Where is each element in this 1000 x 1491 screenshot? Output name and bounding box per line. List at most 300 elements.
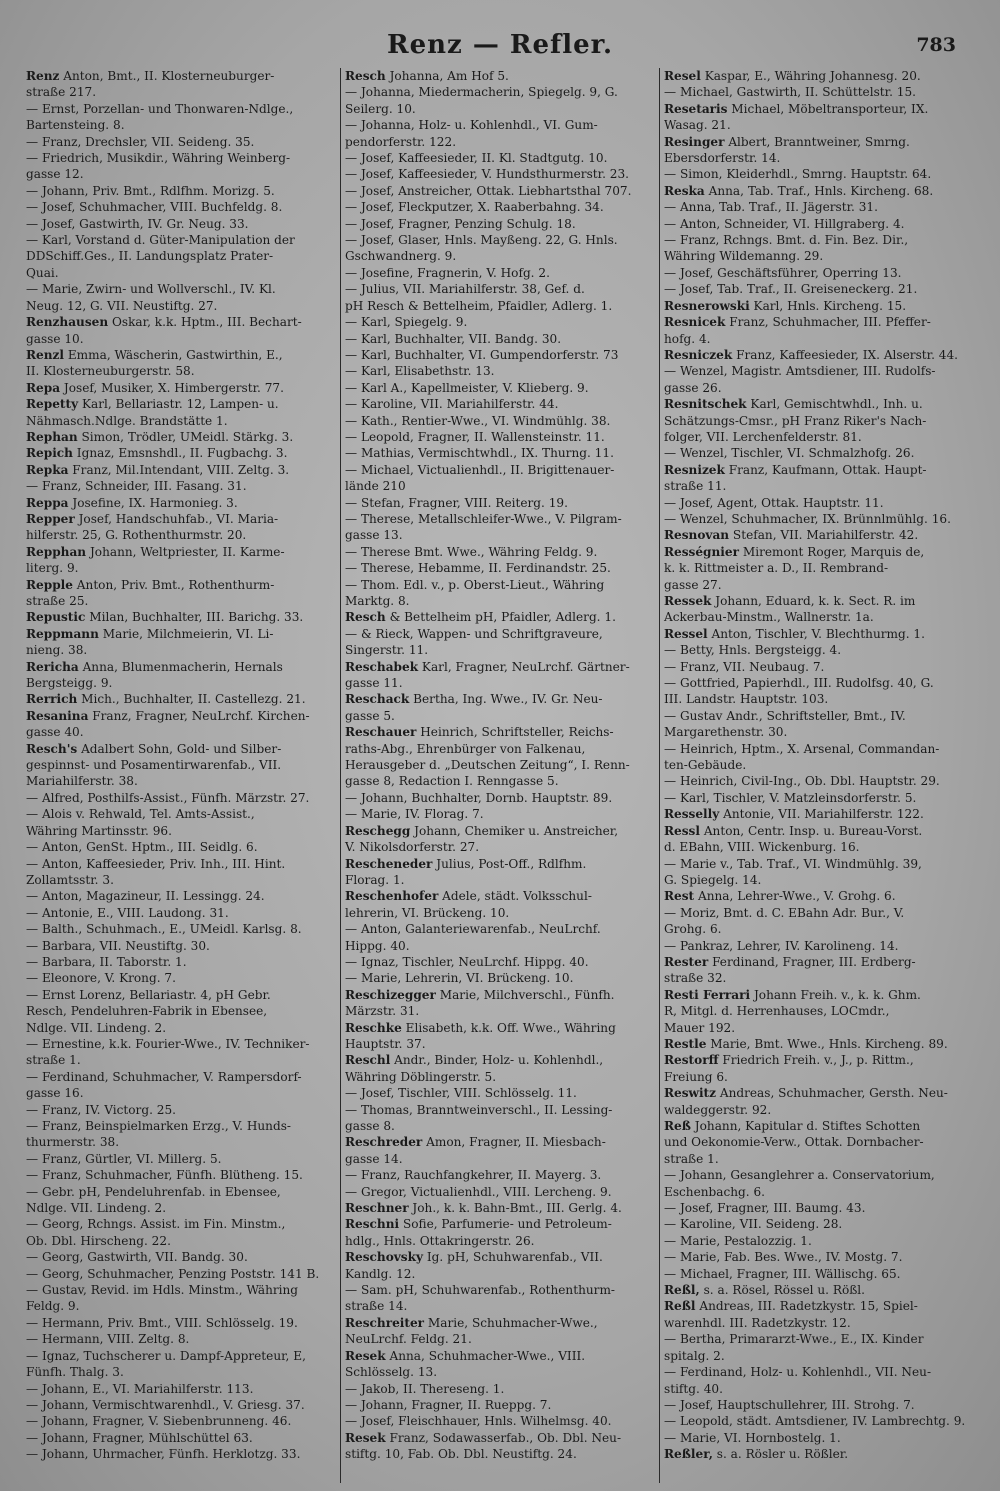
directory-line	[664, 199, 973, 215]
entry-surname: Reßl	[664, 1299, 696, 1314]
entry-text: — Johann, Vermischtwarenhdl., V. Griesg. 37.	[26, 1397, 305, 1412]
directory-line	[664, 1102, 973, 1118]
entry-text: — Michael, Victualienhdl., II. Brigittenauer-	[345, 462, 615, 477]
entry-surname: Renzhausen	[26, 315, 109, 330]
entry-text: — Johann, E., VI. Mariahilferstr. 113.	[26, 1381, 254, 1396]
entry-text: Ferdinand, Fragner, III. Erdberg-	[708, 954, 916, 969]
entry-surname: Repich	[26, 446, 73, 461]
entry-text: — Johann, Fragner, Mühlschüttel 63.	[26, 1430, 253, 1445]
entry-text: — Therese Bmt. Wwe., Währing Feldg. 9.	[345, 544, 598, 559]
entry-text: folger, VII. Lerchenfelderstr. 81.	[664, 429, 862, 444]
entry-surname: Resti Ferrari	[664, 987, 751, 1002]
entry-text: Ndlge. VII. Lindeng. 2.	[26, 1201, 167, 1216]
entry-text: stiftg. 40.	[664, 1381, 723, 1396]
entry-text: — Josef, Fleckputzer, X. Raaberbahng. 34.	[345, 200, 604, 215]
entry-text: — Gregor, Victualienhdl., VIII. Lercheng. 9.	[345, 1184, 612, 1199]
directory-line	[345, 1430, 654, 1446]
entry-text: Karl, Fragner, NeuLrchf. Gärtner-	[418, 659, 630, 674]
entry-text: — Franz, Schneider, III. Fasang. 31.	[26, 479, 247, 494]
directory-line	[26, 1151, 335, 1167]
entry-surname: Resnizek	[664, 462, 725, 477]
entry-text: Währing Döblingerstr. 5.	[345, 1069, 497, 1084]
entry-surname: Reppmann	[26, 626, 99, 641]
directory-line	[664, 1052, 973, 1068]
directory-line	[345, 1249, 654, 1265]
directory-line	[664, 134, 973, 150]
entry-text: gasse 13.	[345, 528, 403, 543]
directory-line	[345, 150, 654, 166]
directory-line	[664, 970, 973, 986]
entry-text: hilferstr. 25, G. Rothenthurmstr. 20.	[26, 528, 247, 543]
entry-text: — Johann, Gesanglehrer a. Conservatorium,	[664, 1168, 935, 1183]
directory-line	[26, 1315, 335, 1331]
entry-text: — Georg, Rchngs. Assist. im Fin. Minstm.,	[26, 1217, 286, 1232]
directory-line	[26, 888, 335, 904]
entry-text: — Simon, Kleiderhdl., Smrng. Hauptstr. 64.	[664, 167, 932, 182]
directory-line	[345, 216, 654, 232]
entry-text: — Anton, Schneider, VI. Hillgraberg. 4.	[664, 216, 905, 231]
directory-line	[664, 84, 973, 100]
directory-line	[26, 1102, 335, 1118]
page-number: 783	[916, 34, 956, 56]
directory-line	[345, 232, 654, 248]
directory-line	[345, 1003, 654, 1019]
directory-line	[664, 708, 973, 724]
directory-line	[345, 1134, 654, 1150]
directory-line	[664, 183, 973, 199]
directory-line	[345, 954, 654, 970]
directory-line	[345, 199, 654, 215]
directory-line	[345, 1266, 654, 1282]
entry-text: — Josef, Fragner, III. Baumg. 43.	[664, 1201, 866, 1216]
directory-line	[26, 905, 335, 921]
entry-text: Andreas, III. Radetzkystr. 15, Spiel-	[695, 1299, 918, 1314]
directory-line	[345, 806, 654, 822]
entry-text: Grohg. 6.	[664, 922, 722, 937]
entry-text: — Marie, Zwirn- und Wollverschl., IV. Kl.	[26, 282, 276, 297]
directory-line	[26, 675, 335, 691]
entry-surname: Rescheneder	[345, 856, 433, 871]
entry-text: straße 14.	[345, 1299, 408, 1314]
directory-line	[664, 987, 973, 1003]
entry-text: Ignaz, Emsnshdl., II. Fugbachg. 3.	[72, 446, 288, 461]
entry-surname: Resanina	[26, 708, 89, 723]
entry-text: d. EBahn, VIII. Wickenburg. 16.	[664, 840, 860, 855]
directory-line	[664, 1216, 973, 1232]
entry-text: hdlg., Hnls. Ottakringerstr. 26.	[345, 1233, 535, 1248]
entry-text: Florag. 1.	[345, 872, 405, 887]
directory-line	[664, 954, 973, 970]
directory-line	[345, 298, 654, 314]
entry-text: — Barbara, VII. Neustiftg. 30.	[26, 938, 210, 953]
entry-text: Mauer 192.	[664, 1020, 736, 1035]
entry-text: Adalbert Sohn, Gold- und Silber-	[77, 741, 282, 756]
directory-line	[345, 478, 654, 494]
directory-line	[26, 1364, 335, 1380]
entry-text: Anton, Tischler, V. Blechthurmg. 1.	[707, 626, 925, 641]
entry-text: — Josef, Kaffeesieder, II. Kl. Stadtgutg. 10.	[345, 151, 608, 166]
entry-surname: Rességnier	[664, 544, 739, 559]
directory-line	[664, 1233, 973, 1249]
directory-line	[345, 183, 654, 199]
directory-line	[26, 527, 335, 543]
directory-line	[345, 544, 654, 560]
entry-text: — Franz, Rauchfangkehrer, II. Mayerg. 3.	[345, 1168, 602, 1183]
entry-text: — Karl, Spiegelg. 9.	[345, 315, 468, 330]
directory-line	[345, 856, 654, 872]
entry-text: G. Spiegelg. 14.	[664, 872, 762, 887]
entry-text: — Johanna, Miedermacherin, Spiegelg. 9, G.	[345, 85, 618, 100]
directory-line	[345, 84, 654, 100]
entry-surname: Resch	[345, 69, 386, 83]
entry-text: — Anton, Magazineur, II. Lessingg. 24.	[26, 889, 265, 904]
entry-text: — Anton, Kaffeesieder, Priv. Inh., III. Hint.	[26, 856, 286, 871]
entry-text: lände 210	[345, 479, 406, 494]
directory-line	[664, 675, 973, 691]
directory-line	[26, 1413, 335, 1429]
entry-text: — Josef, Kaffeesieder, V. Hundsthurmerstr. 23.	[345, 167, 630, 182]
entry-text: V. Nikolsdorferstr. 27.	[345, 840, 480, 855]
entry-text: gasse 26.	[664, 380, 722, 395]
entry-surname: Resch	[345, 610, 386, 625]
entry-text: — Sam. pH, Schuhwarenfab., Rothenthurm-	[345, 1283, 615, 1298]
entry-text: — Karl, Buchhalter, VI. Gumpendorferstr. 73	[345, 347, 619, 362]
directory-line	[26, 1052, 335, 1068]
directory-line	[664, 331, 973, 347]
directory-line	[664, 413, 973, 429]
column-middle	[340, 68, 659, 1483]
directory-line	[26, 1167, 335, 1183]
entry-text: Hauptstr. 37.	[345, 1036, 426, 1051]
directory-line	[26, 462, 335, 478]
directory-line	[26, 314, 335, 330]
directory-line	[345, 905, 654, 921]
entry-text: Franz, Kaffeesieder, IX. Alserstr. 44.	[732, 347, 959, 362]
entry-text: Johann, Chemiker u. Anstreicher,	[410, 823, 619, 838]
directory-line	[345, 560, 654, 576]
entry-text: Eschenbachg. 6.	[664, 1184, 766, 1199]
entry-text: — Gebr. pH, Pendeluhrenfab. in Ebensee,	[26, 1184, 281, 1199]
directory-line	[664, 888, 973, 904]
entry-text: — Kath., Rentier-Wwe., VI. Windmühlg. 38.	[345, 413, 611, 428]
entry-text: Simon, Trödler, UMeidl. Stärkg. 3.	[77, 429, 294, 444]
entry-text: — Franz, Beinspielmarken Erzg., V. Hunds-	[26, 1119, 292, 1133]
directory-line	[345, 577, 654, 593]
entry-surname: Reska	[664, 183, 705, 198]
directory-line	[345, 757, 654, 773]
entry-text: Michael, Möbeltransporteur, IX.	[727, 101, 929, 116]
directory-line	[664, 248, 973, 264]
entry-text: — Michael, Fragner, III. Wällischg. 65.	[664, 1266, 901, 1281]
entry-text: Freiung 6.	[664, 1069, 728, 1084]
entry-text: — Franz, IV. Victorg. 25.	[26, 1102, 177, 1117]
entry-text: — Anton, Galanteriewarenfab., NeuLrchf.	[345, 922, 601, 937]
entry-text: und Oekonomie-Verw., Ottak. Dornbacher-	[664, 1135, 924, 1150]
directory-line	[345, 101, 654, 117]
entry-text: — Barbara, II. Taborstr. 1.	[26, 954, 187, 969]
directory-line	[664, 1184, 973, 1200]
entry-text: gasse 14.	[345, 1151, 403, 1166]
entry-text: Kandlg. 12.	[345, 1266, 416, 1281]
entry-text: Amon, Fragner, II. Miesbach-	[422, 1135, 606, 1150]
directory-line	[26, 970, 335, 986]
directory-line	[345, 1397, 654, 1413]
entry-text: Adele, städt. Volksschul-	[438, 889, 592, 904]
directory-line	[345, 1052, 654, 1068]
entry-surname: Resel	[664, 69, 701, 83]
directory-line	[26, 773, 335, 789]
entry-text: — Leopold, Fragner, II. Wallensteinstr. 11.	[345, 429, 605, 444]
entry-text: — Julius, VII. Mariahilferstr. 38, Gef. d.	[345, 282, 585, 297]
directory-line	[26, 609, 335, 625]
entry-text: straße 11.	[664, 479, 727, 494]
entry-text: spitalg. 2.	[664, 1348, 725, 1363]
entry-text: — Josef, Schuhmacher, VIII. Buchfeldg. 8.	[26, 200, 283, 215]
entry-surname: Ressl	[664, 823, 700, 838]
entry-surname: Rericha	[26, 659, 79, 674]
entry-text: Mariahilferstr. 38.	[26, 774, 138, 789]
directory-line	[26, 396, 335, 412]
entry-text: Ig. pH, Schuhwarenfab., VII.	[423, 1250, 603, 1265]
entry-text: Seilerg. 10.	[345, 101, 416, 116]
entry-surname: Renzl	[26, 347, 64, 362]
directory-line	[26, 790, 335, 806]
entry-surname: Restle	[664, 1036, 707, 1051]
directory-line	[345, 1381, 654, 1397]
directory-line	[26, 1233, 335, 1249]
entry-text: Franz, Sodawasserfab., Ob. Dbl. Neu-	[385, 1430, 622, 1445]
directory-line	[664, 839, 973, 855]
directory-line	[26, 1184, 335, 1200]
entry-text: — Anna, Tab. Traf., II. Jägerstr. 31.	[664, 200, 878, 215]
entry-text: Andreas, Schuhmacher, Gersth. Neu-	[716, 1086, 948, 1101]
entry-text: — Marie, Fab. Bes. Wwe., IV. Mostg. 7.	[664, 1250, 903, 1265]
directory-line	[26, 1216, 335, 1232]
directory-line	[26, 1085, 335, 1101]
entry-text: Joh., k. k. Bahn-Bmt., III. Gerlg. 4.	[408, 1201, 622, 1216]
directory-line	[26, 839, 335, 855]
directory-line	[345, 1413, 654, 1429]
entry-text: Ackerbau-Minstm., Wallnerstr. 1a.	[664, 610, 874, 625]
entry-text: — Balth., Schuhmach., E., UMeidl. Karlsg. 8.	[26, 922, 302, 937]
entry-text: Quai.	[26, 265, 59, 280]
entry-text: — Wenzel, Tischler, VI. Schmalzhofg. 26.	[664, 446, 915, 461]
directory-line	[26, 1003, 335, 1019]
directory-line	[664, 1397, 973, 1413]
entry-text: — Karl A., Kapellmeister, V. Klieberg. 9.	[345, 380, 589, 395]
entry-surname: Reschenhofer	[345, 889, 439, 904]
entry-text: — Marie v., Tab. Traf., VI. Windmühlg. 39,	[664, 856, 922, 871]
directory-line	[664, 560, 973, 576]
entry-text: Märzstr. 31.	[345, 1004, 420, 1019]
column-right	[659, 68, 978, 1483]
directory-line	[26, 1397, 335, 1413]
entry-text: II. Klosterneuburgerstr. 58.	[26, 364, 195, 379]
entry-text: R, Mitgl. d. Herrenhauses, LOCmdr.,	[664, 1004, 890, 1019]
directory-line	[664, 1134, 973, 1150]
directory-line	[664, 1003, 973, 1019]
directory-line	[664, 1430, 973, 1446]
entry-text: — Pankraz, Lehrer, IV. Karolineng. 14.	[664, 938, 899, 953]
directory-line	[664, 1020, 973, 1036]
directory-line	[26, 921, 335, 937]
entry-text: — Johann, Fragner, V. Siebenbrunneng. 46.	[26, 1414, 292, 1429]
entry-surname: Reschl	[345, 1053, 391, 1068]
directory-line	[26, 117, 335, 133]
directory-line	[26, 101, 335, 117]
entry-text: Karl, Bellariastr. 12, Lampen- u.	[78, 397, 279, 412]
directory-line	[345, 281, 654, 297]
entry-surname: Resek	[345, 1348, 386, 1363]
entry-text: straße 25.	[26, 594, 89, 608]
entry-text: III. Landstr. Hauptstr. 103.	[664, 692, 829, 707]
entry-text: gasse 10.	[26, 331, 84, 346]
entry-text: Milan, Buchhalter, III. Barichg. 33.	[85, 610, 304, 625]
entry-text: Marie, Bmt. Wwe., Hnls. Kircheng. 89.	[706, 1036, 948, 1051]
entry-text: — Josef, Hauptschullehrer, III. Strohg. 7.	[664, 1397, 915, 1412]
entry-text: — Johanna, Holz- u. Kohlenhdl., VI. Gum-	[345, 118, 598, 133]
directory-line	[664, 757, 973, 773]
directory-line	[26, 1446, 335, 1462]
entry-text: — Karl, Tischler, V. Matzleinsdorferstr. 5.	[664, 790, 917, 805]
entry-surname: Reßler,	[664, 1447, 713, 1462]
directory-line	[345, 1020, 654, 1036]
entry-text: — Georg, Gastwirth, VII. Bandg. 30.	[26, 1250, 248, 1265]
entry-text: Margarethenstr. 30.	[664, 725, 788, 740]
directory-line	[345, 527, 654, 543]
entry-text: Albert, Branntweiner, Smrng.	[724, 134, 910, 149]
entry-text: Resch, Pendeluhren-Fabrik in Ebensee,	[26, 1004, 268, 1019]
directory-line	[345, 347, 654, 363]
directory-line	[664, 527, 973, 543]
directory-line	[26, 724, 335, 740]
entry-text: — Josef, Agent, Ottak. Hauptstr. 11.	[664, 495, 884, 510]
entry-text: Andr., Binder, Holz- u. Kohlenhdl.,	[390, 1053, 604, 1068]
entry-text: — Marie, Lehrerin, VI. Brückeng. 10.	[345, 971, 574, 986]
directory-line	[345, 1102, 654, 1118]
directory-line	[26, 659, 335, 675]
entry-text: — Franz, VII. Neubaug. 7.	[664, 659, 825, 674]
directory-line	[26, 1331, 335, 1347]
entry-text: — Ferdinand, Holz- u. Kohlenhdl., VII. Neu-	[664, 1365, 932, 1380]
directory-line	[345, 1036, 654, 1052]
entry-text: Heinrich, Schriftsteller, Reichs-	[416, 725, 614, 740]
entry-text: — Thom. Edl. v., p. Oberst-Lieut., Währing	[345, 577, 605, 592]
entry-text: — Wenzel, Schuhmacher, IX. Brünnlmühlg. 16.	[664, 511, 951, 526]
entry-text: — Ernestine, k.k. Fourier-Wwe., IV. Techniker-	[26, 1036, 310, 1051]
directory-line	[664, 856, 973, 872]
directory-line	[664, 314, 973, 330]
directory-line	[345, 1446, 654, 1462]
directory-line	[26, 806, 335, 822]
directory-line	[345, 265, 654, 281]
directory-line	[664, 626, 973, 642]
entry-text: Franz, Fragner, NeuLrchf. Kirchen-	[88, 708, 310, 723]
directory-line	[664, 101, 973, 117]
entry-text: — Eleonore, V. Krong. 7.	[26, 971, 176, 986]
directory-line	[664, 1118, 973, 1134]
entry-text: Anton, Centr. Insp. u. Bureau-Vorst.	[699, 823, 923, 838]
entry-text: — Josefine, Fragnerin, V. Hofg. 2.	[345, 265, 550, 280]
entry-surname: Ressel	[664, 626, 708, 641]
directory-line	[664, 544, 973, 560]
entry-text: — Georg, Schuhmacher, Penzing Poststr. 141 B.	[26, 1266, 320, 1281]
directory-line	[664, 741, 973, 757]
entry-text: — Johann, Uhrmacher, Fünfh. Herklotzg. 33.	[26, 1447, 301, 1462]
entry-surname: Repper	[26, 511, 75, 526]
directory-line	[26, 298, 335, 314]
directory-line	[664, 1364, 973, 1380]
directory-line	[26, 1069, 335, 1085]
directory-line	[664, 593, 973, 609]
directory-line	[345, 1298, 654, 1314]
directory-line	[345, 691, 654, 707]
directory-line	[345, 970, 654, 986]
entry-text: pH Resch & Bettelheim, Pfaidler, Adlerg. 1.	[345, 298, 613, 313]
directory-line	[664, 659, 973, 675]
entry-surname: Reswitz	[664, 1086, 717, 1101]
entry-text: Johann Freih. v., k. k. Ghm.	[750, 987, 921, 1002]
entry-text: ten-Gebäude.	[664, 758, 747, 773]
entry-text: & Bettelheim pH, Pfaidler, Adlerg. 1.	[385, 610, 616, 625]
directory-line	[345, 593, 654, 609]
directory-line	[26, 331, 335, 347]
entry-text: — Josef, Fragner, Penzing Schulg. 18.	[345, 216, 576, 231]
entry-text: Johann, Weltpriester, II. Karme-	[86, 544, 285, 559]
entry-surname: Resselly	[664, 807, 720, 822]
entry-surname: Renz	[26, 69, 60, 83]
entry-text: Julius, Post-Off., Rdlfhm.	[432, 856, 587, 871]
directory-line	[26, 954, 335, 970]
entry-text: — Thomas, Branntweinverschl., II. Lessing-	[345, 1102, 613, 1117]
directory-line	[664, 298, 973, 314]
entry-text: gasse 40.	[26, 725, 84, 740]
entry-surname: Resnovan	[664, 528, 730, 543]
entry-surname: Reschni	[345, 1217, 400, 1232]
directory-line	[26, 248, 335, 264]
entry-text: Marie, Milchmeierin, VI. Li-	[98, 626, 274, 641]
entry-surname: Reschke	[345, 1020, 402, 1035]
directory-line	[345, 331, 654, 347]
directory-line	[345, 1331, 654, 1347]
entry-surname: Reschovsky	[345, 1250, 424, 1265]
directory-line	[345, 741, 654, 757]
entry-text: pendorferstr. 122.	[345, 134, 457, 149]
directory-line	[26, 347, 335, 363]
entry-text: — Therese, Hebamme, II. Ferdinandstr. 25.	[345, 561, 611, 576]
entry-text: — Ernst, Porzellan- und Thonwaren-Ndlge.,	[26, 101, 294, 116]
directory-line	[345, 1282, 654, 1298]
directory-line	[664, 577, 973, 593]
directory-line	[345, 675, 654, 691]
directory-line	[345, 68, 654, 84]
directory-line	[345, 363, 654, 379]
entry-surname: Resnerowski	[664, 298, 750, 313]
entry-text: Stefan, VII. Mariahilferstr. 42.	[729, 528, 919, 543]
entry-surname: Reß	[664, 1119, 691, 1133]
directory-line	[26, 1036, 335, 1052]
entry-text: Elisabeth, k.k. Off. Wwe., Währing	[401, 1020, 616, 1035]
entry-text: — Michael, Gastwirth, II. Schüttelstr. 15.	[664, 85, 917, 100]
entry-text: gasse 5.	[345, 708, 395, 723]
entry-text: — Franz, Rchngs. Bmt. d. Fin. Bez. Dir.,	[664, 233, 909, 248]
entry-text: Schätzungs-Cmsr., pH Franz Riker's Nach-	[664, 413, 927, 428]
directory-line	[345, 134, 654, 150]
entry-text: Anna, Tab. Traf., Hnls. Kircheng. 68.	[704, 183, 934, 198]
entry-surname: Resnicek	[664, 315, 726, 330]
directory-line	[26, 429, 335, 445]
directory-line	[26, 68, 335, 84]
